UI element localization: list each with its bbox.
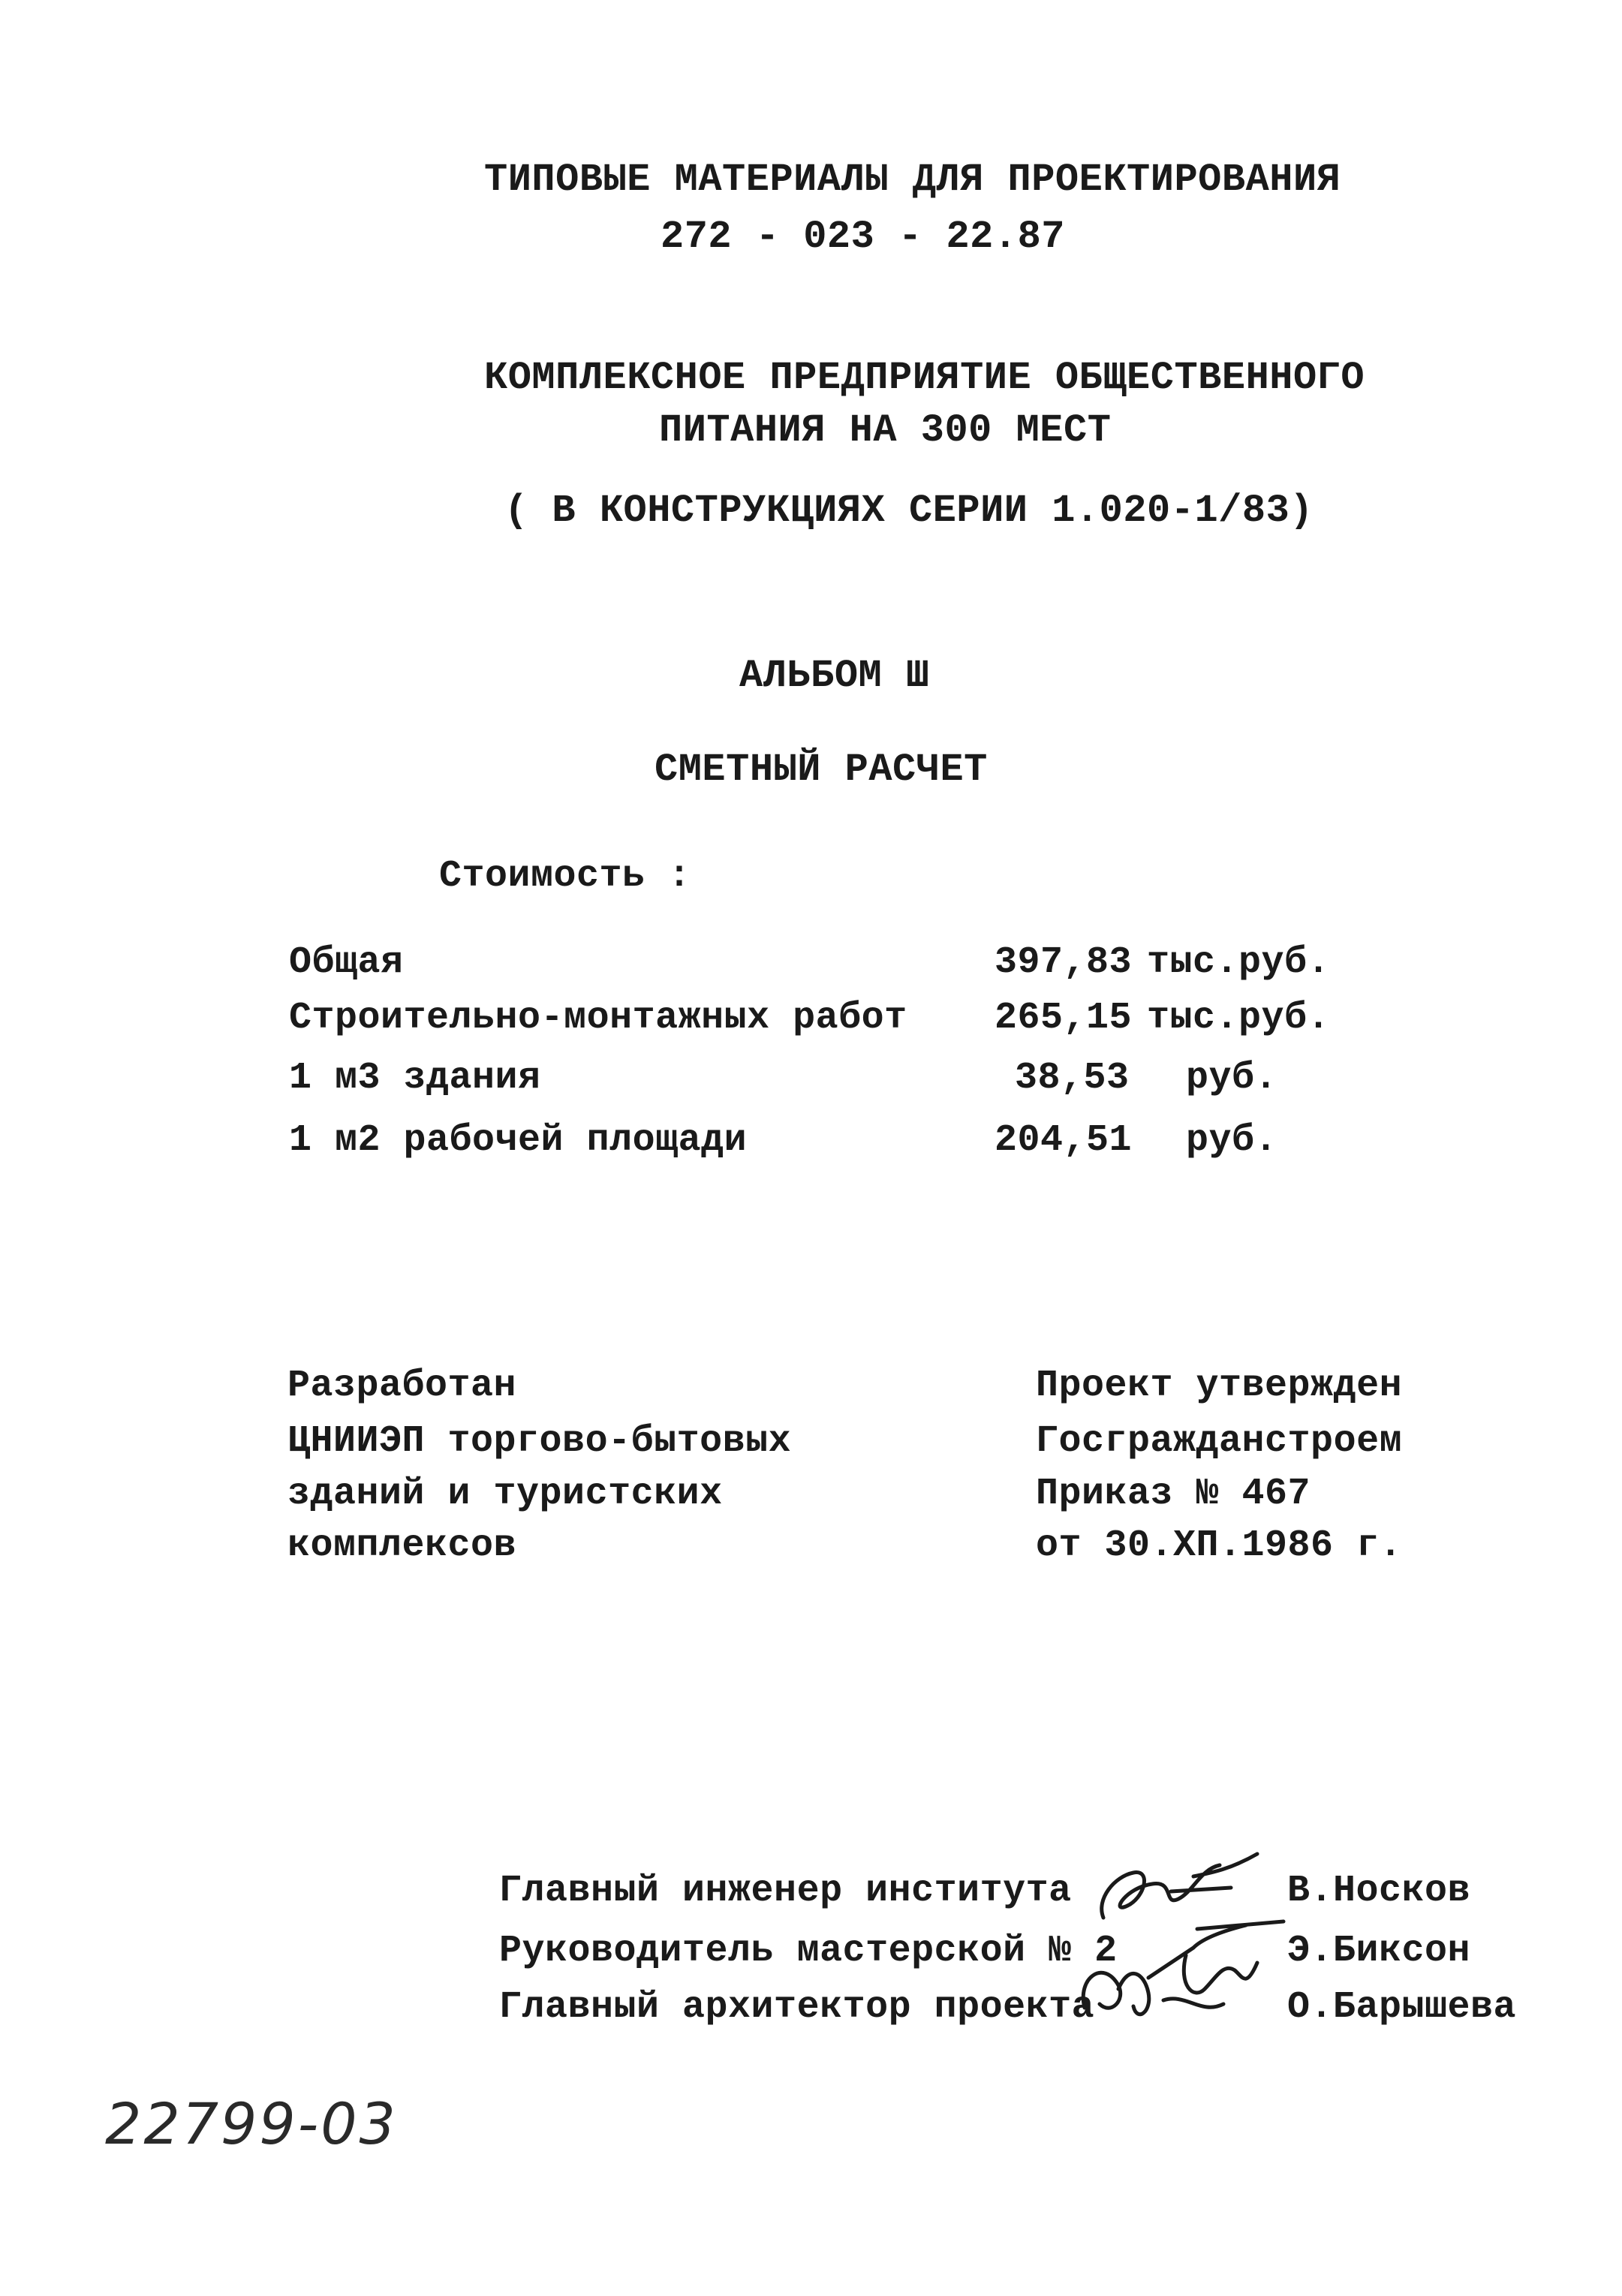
developed-line: Разработан [287,1365,517,1407]
object-title-line1: КОМПЛЕКСНОЕ ПРЕДПРИЯТИЕ ОБЩЕСТВЕННОГО [484,356,1365,400]
header-code: 272 - 023 - 22.87 [661,215,1065,259]
cost-heading: Стоимость : [439,855,691,898]
inventory-number: 22799-03 [105,2090,398,2157]
cost-row-unit: руб. [1186,1057,1278,1100]
cost-row-label: Общая [289,941,404,984]
header-title: ТИПОВЫЕ МАТЕРИАЛЫ ДЛЯ ПРОЕКТИРОВАНИЯ [484,158,1341,202]
cost-row-label: Строительно-монтажных работ [289,997,907,1040]
signature-position: Руководитель мастерской № 2 [499,1930,1118,1973]
cost-row-value: 397,83 [995,941,1133,984]
cost-row-label: 1 м3 здания [289,1057,541,1100]
object-series: ( В КОНСТРУКЦИЯХ СЕРИИ 1.020-1/83) [504,489,1314,533]
signature-name: О.Барышева [1287,1986,1517,2029]
object-title-line2: ПИТАНИЯ НА 300 МЕСТ [659,408,1112,453]
cost-row-unit: руб. [1186,1119,1278,1162]
cost-row-unit: тыс.руб. [1147,941,1331,984]
cost-row-label: 1 м2 рабочей площади [289,1119,748,1162]
handwritten-signature-icon [1073,1918,1291,2038]
developed-line: ЦНИИЭП торгово-бытовых [287,1420,792,1463]
signature-position: Главный архитектор проекта [499,1986,1095,2029]
cost-row-value: 265,15 [995,997,1133,1040]
developed-line: зданий и туристских [287,1473,723,1515]
signature-name: Э.Биксон [1287,1930,1471,1973]
album-title: АЛЬБОМ Ш [739,654,930,698]
approved-line: от 30.ХП.1986 г. [1036,1524,1403,1567]
approved-line: Приказ № 467 [1036,1473,1311,1515]
cost-row-unit: тыс.руб. [1147,997,1331,1040]
developed-line: комплексов [287,1524,517,1567]
approved-line: Проект утвержден [1036,1365,1403,1407]
cost-row-value: 204,51 [995,1119,1133,1162]
approved-line: Госгражданстроем [1036,1420,1403,1463]
album-subtitle: СМЕТНЫЙ РАСЧЕТ [655,748,988,792]
signature-name: В.Носков [1287,1870,1471,1912]
signature-position: Главный инженер института [499,1870,1072,1912]
cost-row-value: 38,53 [1015,1057,1130,1100]
